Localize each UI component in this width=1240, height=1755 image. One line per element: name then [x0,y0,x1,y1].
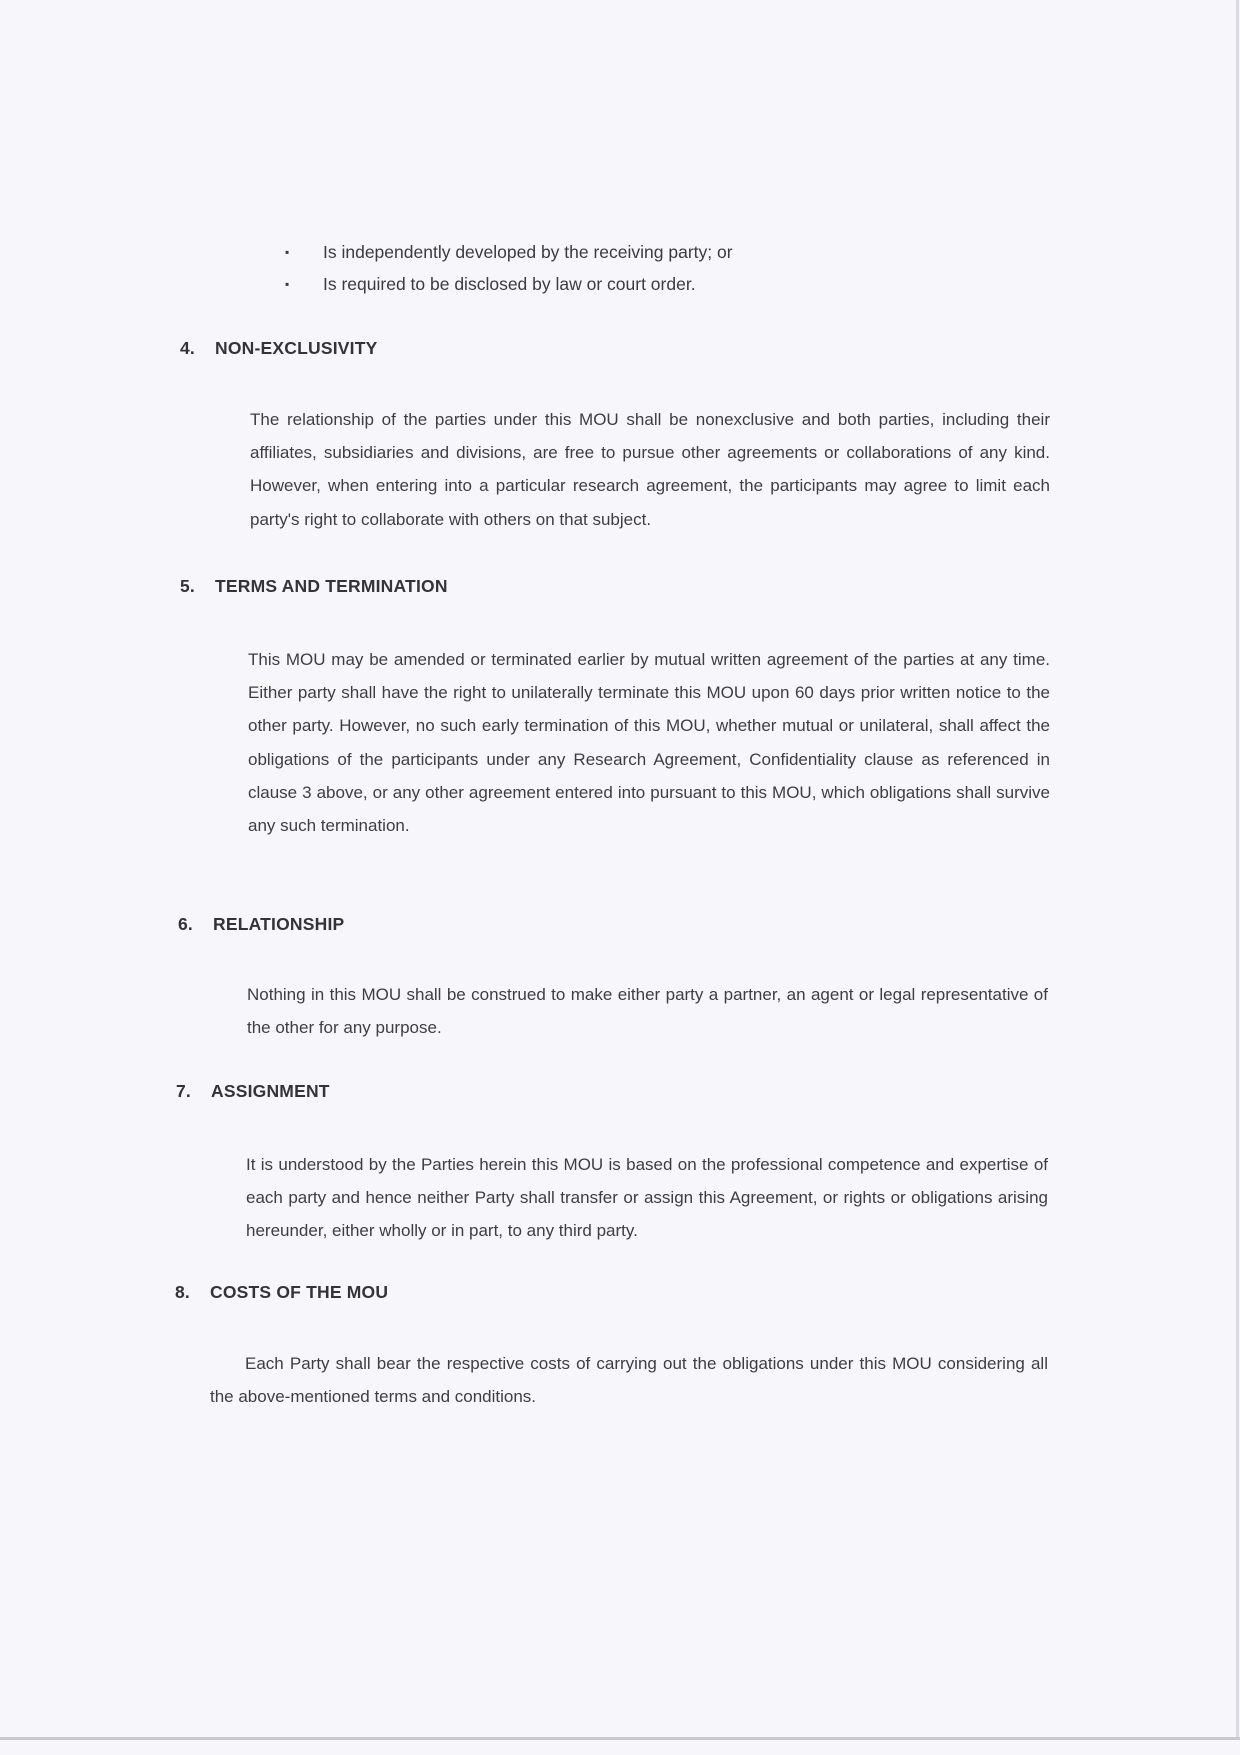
section-number: 6. [178,914,193,934]
section-body-non-exclusivity: The relationship of the parties under this MOU shall be nonexclusive and both parties, including their affiliates, subsidiaries and divisions, are free to pursue other agreements or collaborations of any kind. However, when entering into a particular research agreement, the participants may agree to limit each party's right to collaborate with others on that subject. [250,410,1050,529]
page-right-edge [1236,0,1239,1740]
page-bottom-edge [0,1737,1240,1740]
section-heading-non-exclusivity [180,338,377,359]
section-number: 4. [180,338,195,358]
section-heading-terms-and-termination [180,576,448,597]
section-title: NON-EXCLUSIVITY [215,338,378,358]
section-body-assignment: It is understood by the Parties herein this MOU is based on the professional competence and expertise of each party and hence neither Party shall transfer or assign this Agreement, or rights or obligations arising hereunder, either wholly or in part, to any third party. [246,1155,1048,1241]
section-title: RELATIONSHIP [213,914,345,934]
bullet-list [287,236,987,300]
bullet-marker-icon: ▪ [285,245,290,259]
section-title: ASSIGNMENT [211,1081,330,1101]
section-heading-relationship [178,914,344,935]
section-body-costs-of-the-mou: Each Party shall bear the respective costs of carrying out the obligations under this MOU considering all the above-mentioned terms and conditions. [210,1354,1048,1407]
section-title: TERMS AND TERMINATION [215,576,448,596]
section-body-terms-and-termination: This MOU may be amended or terminated earlier by mutual written agreement of the parties at any time. Either party shall have the right to unilaterally terminate this MOU upon 60 days prior written notice to the other party. However, no such early termination of this MOU, whether mutual or unilateral, shall affect the obligations of the participants under any Research Agreement, Confidentiality clause as referenced in clause 3 above, or any other agreement entered into pursuant to this MOU, which obligations shall survive any such termination. [248,650,1050,836]
section-number: 5. [180,576,195,596]
section-title: COSTS OF THE MOU [210,1282,389,1302]
bullet-text: Is independently developed by the receiving party; or [323,242,733,262]
list-item [287,236,987,268]
section-number: 8. [175,1282,190,1302]
section-heading-assignment [176,1081,330,1102]
bullet-marker-icon: ▪ [285,277,290,291]
list-item [287,268,987,300]
section-heading-costs-of-the-mou [175,1282,388,1303]
section-body-relationship: Nothing in this MOU shall be construed to make either party a partner, an agent or legal representative of the other for any purpose. [247,985,1048,1038]
section-number: 7. [176,1081,191,1101]
bullet-text: Is required to be disclosed by law or court order. [323,274,696,294]
